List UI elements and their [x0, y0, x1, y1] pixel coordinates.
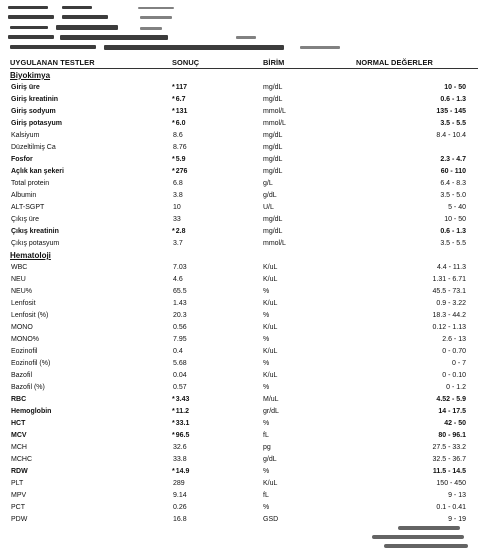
- result-value: 4.6: [173, 276, 183, 283]
- result-value: 8.6: [173, 132, 183, 139]
- col-header-tests: UYGULANAN TESTLER: [10, 58, 95, 67]
- reference-range: 0 - 0.70: [442, 348, 466, 355]
- test-unit: fL: [263, 432, 269, 439]
- reference-range: 4.52 - 5.9: [436, 396, 466, 403]
- result-value: 1.43: [173, 300, 187, 307]
- abnormal-flag: *: [172, 228, 175, 235]
- table-row: [0, 394, 500, 406]
- test-name: PLT: [11, 480, 24, 487]
- test-name: Giriş üre: [11, 84, 40, 91]
- reference-range: 80 - 96.1: [438, 432, 466, 439]
- result-value: 5.9: [175, 156, 186, 163]
- test-result: [172, 310, 187, 322]
- result-value: 7.03: [173, 264, 187, 271]
- col-header-result: SONUÇ: [172, 58, 200, 67]
- test-unit: gr/dL: [263, 408, 279, 415]
- test-result: [172, 286, 187, 298]
- test-result: [172, 370, 187, 382]
- test-name: NEU: [11, 276, 26, 283]
- table-row: [0, 154, 500, 166]
- result-value: 6.7: [175, 96, 186, 103]
- test-unit: fL: [263, 492, 269, 499]
- result-value: 16.8: [173, 516, 187, 523]
- test-unit: g/L: [263, 180, 273, 187]
- test-name: Albumin: [11, 192, 37, 199]
- result-value: 96.5: [175, 432, 190, 439]
- reference-range: 32.5 - 36.7: [432, 456, 466, 463]
- test-result: [172, 382, 187, 394]
- test-name: Çıkış üre: [11, 216, 40, 223]
- test-name: Çıkış kreatinin: [11, 228, 59, 235]
- reference-range: 8.4 - 10.4: [436, 132, 466, 139]
- result-value: 276: [175, 168, 188, 175]
- table-row: [0, 418, 500, 430]
- table-row: [0, 142, 500, 154]
- table-row: [0, 442, 500, 454]
- test-name: Hemoglobin: [11, 408, 52, 415]
- table-row: [0, 238, 500, 250]
- reference-range: 9 - 19: [448, 516, 466, 523]
- table-row: [0, 502, 500, 514]
- test-name: Düzeltilmiş Ca: [11, 144, 56, 151]
- test-unit: mg/dL: [263, 168, 283, 175]
- reference-range: 3.5 - 5.0: [440, 192, 466, 199]
- abnormal-flag: *: [172, 432, 175, 439]
- test-result: [172, 274, 183, 286]
- test-name: WBC: [11, 264, 28, 271]
- test-name: RBC: [11, 396, 27, 403]
- test-name: PDW: [11, 516, 28, 523]
- table-row: [0, 490, 500, 502]
- test-unit: mg/dL: [263, 216, 283, 223]
- test-result: [172, 490, 187, 502]
- abnormal-flag: *: [172, 168, 175, 175]
- test-result: [172, 238, 183, 250]
- result-value: 0.56: [173, 324, 187, 331]
- test-unit: mg/dL: [263, 144, 283, 151]
- test-name: MONO: [11, 324, 33, 331]
- test-name: Lenfosit: [11, 300, 36, 307]
- test-result: [172, 298, 187, 310]
- test-name: MCHC: [11, 456, 32, 463]
- result-value: 289: [173, 480, 185, 487]
- result-value: 20.3: [173, 312, 187, 319]
- table-row: [0, 346, 500, 358]
- table-row: [0, 94, 500, 106]
- table-row: [0, 178, 500, 190]
- table-row: [0, 322, 500, 334]
- test-result: [172, 514, 187, 526]
- test-result: [172, 166, 187, 178]
- reference-range: 0.9 - 3.22: [436, 300, 466, 307]
- result-value: 65.5: [173, 288, 187, 295]
- reference-range: 14 - 17.5: [438, 408, 466, 415]
- result-value: 8.76: [173, 144, 187, 151]
- test-result: [172, 106, 187, 118]
- test-result: [172, 178, 183, 190]
- reference-range: 0.6 - 1.3: [440, 228, 466, 235]
- result-value: 0.4: [173, 348, 183, 355]
- test-unit: %: [263, 384, 270, 391]
- reference-range: 1.31 - 6.71: [432, 276, 466, 283]
- test-result: [172, 346, 183, 358]
- test-unit: %: [263, 312, 270, 319]
- abnormal-flag: *: [172, 108, 175, 115]
- test-unit: mg/dL: [263, 84, 283, 91]
- test-result: [172, 214, 181, 226]
- table-row: [0, 514, 500, 526]
- test-result: [172, 502, 187, 514]
- test-name: Giriş potasyum: [11, 120, 62, 127]
- test-name: Eozinofil: [11, 348, 38, 355]
- test-name: MCH: [11, 444, 27, 451]
- reference-range: 9 - 13: [448, 492, 466, 499]
- test-unit: g/dL: [263, 456, 277, 463]
- table-row: [0, 214, 500, 226]
- test-result: [172, 226, 185, 238]
- test-result: [172, 334, 187, 346]
- reference-range: 45.5 - 73.1: [432, 288, 466, 295]
- test-unit: K/uL: [263, 324, 278, 331]
- table-row: [0, 286, 500, 298]
- reference-range: 135 - 145: [436, 108, 466, 115]
- test-unit: mg/dL: [263, 132, 283, 139]
- result-value: 33: [173, 216, 181, 223]
- test-result: [172, 466, 189, 478]
- reference-range: 0.1 - 0.41: [436, 504, 466, 511]
- result-value: 10: [173, 204, 181, 211]
- result-value: 5.68: [173, 360, 187, 367]
- reference-range: 2.3 - 4.7: [440, 156, 466, 163]
- section-title: Biyokimya: [10, 71, 51, 80]
- test-name: HCT: [11, 420, 26, 427]
- test-name: Bazofil: [11, 372, 33, 379]
- test-unit: K/uL: [263, 372, 278, 379]
- test-unit: M/uL: [263, 396, 279, 403]
- test-name: Lenfosit (%): [11, 312, 49, 319]
- test-result: [172, 202, 181, 214]
- test-name: Kalsiyum: [11, 132, 40, 139]
- reference-range: 6.4 - 8.3: [440, 180, 466, 187]
- test-unit: mg/dL: [263, 156, 283, 163]
- test-unit: mmol/L: [263, 108, 286, 115]
- table-row: [0, 310, 500, 322]
- table-row: [0, 454, 500, 466]
- reference-range: 5 - 40: [448, 204, 466, 211]
- result-value: 6.0: [175, 120, 186, 127]
- test-name: MCV: [11, 432, 27, 439]
- result-value: 3.8: [173, 192, 183, 199]
- result-value: 33.1: [175, 420, 190, 427]
- test-unit: mg/dL: [263, 96, 283, 103]
- test-name: Total protein: [11, 180, 50, 187]
- test-name: RDW: [11, 468, 28, 475]
- table-row: [0, 274, 500, 286]
- test-result: [172, 262, 187, 274]
- test-name: Giriş kreatinin: [11, 96, 59, 103]
- test-result: [172, 82, 187, 94]
- result-value: 6.8: [173, 180, 183, 187]
- test-result: [172, 430, 189, 442]
- test-unit: %: [263, 420, 270, 427]
- test-unit: mg/dL: [263, 228, 283, 235]
- test-name: Giriş sodyum: [11, 108, 56, 115]
- test-result: [172, 454, 187, 466]
- table-row: [0, 202, 500, 214]
- abnormal-flag: *: [172, 120, 175, 127]
- test-unit: K/uL: [263, 276, 278, 283]
- test-name: Fosfor: [11, 156, 33, 163]
- test-name: MONO%: [11, 336, 39, 343]
- result-value: 32.6: [173, 444, 187, 451]
- table-row: [0, 190, 500, 202]
- reference-range: 11.5 - 14.5: [432, 468, 466, 475]
- test-result: [172, 154, 185, 166]
- reference-range: 10 - 50: [444, 216, 466, 223]
- reference-range: 2.6 - 13: [442, 336, 466, 343]
- table-row: [0, 382, 500, 394]
- test-result: [172, 394, 189, 406]
- test-result: [172, 142, 187, 154]
- result-value: 3.43: [175, 396, 190, 403]
- test-result: [172, 478, 185, 490]
- result-value: 0.04: [173, 372, 187, 379]
- reference-range: 0 - 0.10: [442, 372, 466, 379]
- test-unit: mmol/L: [263, 240, 286, 247]
- abnormal-flag: *: [172, 96, 175, 103]
- test-unit: %: [263, 288, 270, 295]
- test-name: ALT-SGPT: [11, 204, 45, 211]
- abnormal-flag: *: [172, 408, 175, 415]
- header-divider: [10, 68, 478, 69]
- test-result: [172, 442, 187, 454]
- result-value: 14.9: [175, 468, 190, 475]
- reference-range: 42 - 50: [444, 420, 466, 427]
- table-row: [0, 478, 500, 490]
- test-name: MPV: [11, 492, 27, 499]
- test-name: NEU%: [11, 288, 33, 295]
- test-result: [172, 190, 183, 202]
- test-result: [172, 118, 185, 130]
- table-row: [0, 106, 500, 118]
- reference-range: 3.5 - 5.5: [440, 240, 466, 247]
- test-unit: %: [263, 360, 270, 367]
- test-result: [172, 418, 189, 430]
- col-header-unit: BİRİM: [263, 58, 285, 67]
- result-value: 11.2: [175, 408, 189, 415]
- reference-range: 10 - 50: [444, 84, 466, 91]
- result-value: 0.26: [173, 504, 187, 511]
- test-unit: pg: [263, 444, 271, 451]
- section-title: Hematoloji: [10, 251, 51, 260]
- test-unit: %: [263, 468, 270, 475]
- result-value: 33.8: [173, 456, 187, 463]
- result-value: 0.57: [173, 384, 187, 391]
- test-unit: K/uL: [263, 300, 278, 307]
- test-unit: %: [263, 336, 270, 343]
- test-result: [172, 130, 183, 142]
- test-result: [172, 94, 185, 106]
- test-result: [172, 322, 187, 334]
- table-row: [0, 130, 500, 142]
- reference-range: 150 - 450: [436, 480, 466, 487]
- test-unit: %: [263, 504, 270, 511]
- result-value: 2.8: [175, 228, 186, 235]
- result-value: 9.14: [173, 492, 187, 499]
- table-row: [0, 370, 500, 382]
- result-value: 117: [175, 84, 188, 91]
- reference-range: 4.4 - 11.3: [436, 264, 466, 271]
- abnormal-flag: *: [172, 84, 175, 91]
- result-value: 3.7: [173, 240, 183, 247]
- reference-range: 0 - 1.2: [446, 384, 466, 391]
- test-unit: K/uL: [263, 264, 278, 271]
- result-value: 131: [175, 108, 188, 115]
- test-name: PCT: [11, 504, 25, 511]
- reference-range: 27.5 - 33.2: [432, 444, 466, 451]
- table-row: [0, 262, 500, 274]
- reference-range: 0 - 7: [451, 360, 466, 367]
- test-unit: K/uL: [263, 480, 278, 487]
- table-row: [0, 430, 500, 442]
- reference-range: 60 - 110: [440, 168, 466, 175]
- abnormal-flag: *: [172, 468, 175, 475]
- test-unit: g/dL: [263, 192, 277, 199]
- table-row: [0, 466, 500, 478]
- abnormal-flag: *: [172, 420, 175, 427]
- test-result: [172, 358, 187, 370]
- table-row: [0, 82, 500, 94]
- table-row: [0, 226, 500, 238]
- test-result: [172, 406, 189, 418]
- abnormal-flag: *: [172, 156, 175, 163]
- table-row: [0, 166, 500, 178]
- section-heading: [0, 70, 500, 82]
- result-value: 7.95: [173, 336, 187, 343]
- reference-range: 18.3 - 44.2: [432, 312, 466, 319]
- test-unit: mmol/L: [263, 120, 286, 127]
- test-unit: K/uL: [263, 348, 278, 355]
- reference-range: 3.5 - 5.5: [440, 120, 466, 127]
- reference-range: 0.6 - 1.3: [440, 96, 466, 103]
- table-row: [0, 406, 500, 418]
- test-name: Eozinofil (%): [11, 360, 51, 367]
- test-name: Açlık kan şekeri: [11, 168, 64, 175]
- col-header-ref: NORMAL DEĞERLER: [356, 58, 433, 67]
- test-name: Çıkış potasyum: [11, 240, 60, 247]
- table-row: [0, 118, 500, 130]
- table-row: [0, 298, 500, 310]
- reference-range: 0.12 - 1.13: [432, 324, 466, 331]
- section-heading: [0, 250, 500, 262]
- table-row: [0, 358, 500, 370]
- table-row: [0, 334, 500, 346]
- test-name: Bazofil (%): [11, 384, 45, 391]
- abnormal-flag: *: [172, 396, 175, 403]
- test-unit: GSD: [263, 516, 279, 523]
- test-unit: U/L: [263, 204, 274, 211]
